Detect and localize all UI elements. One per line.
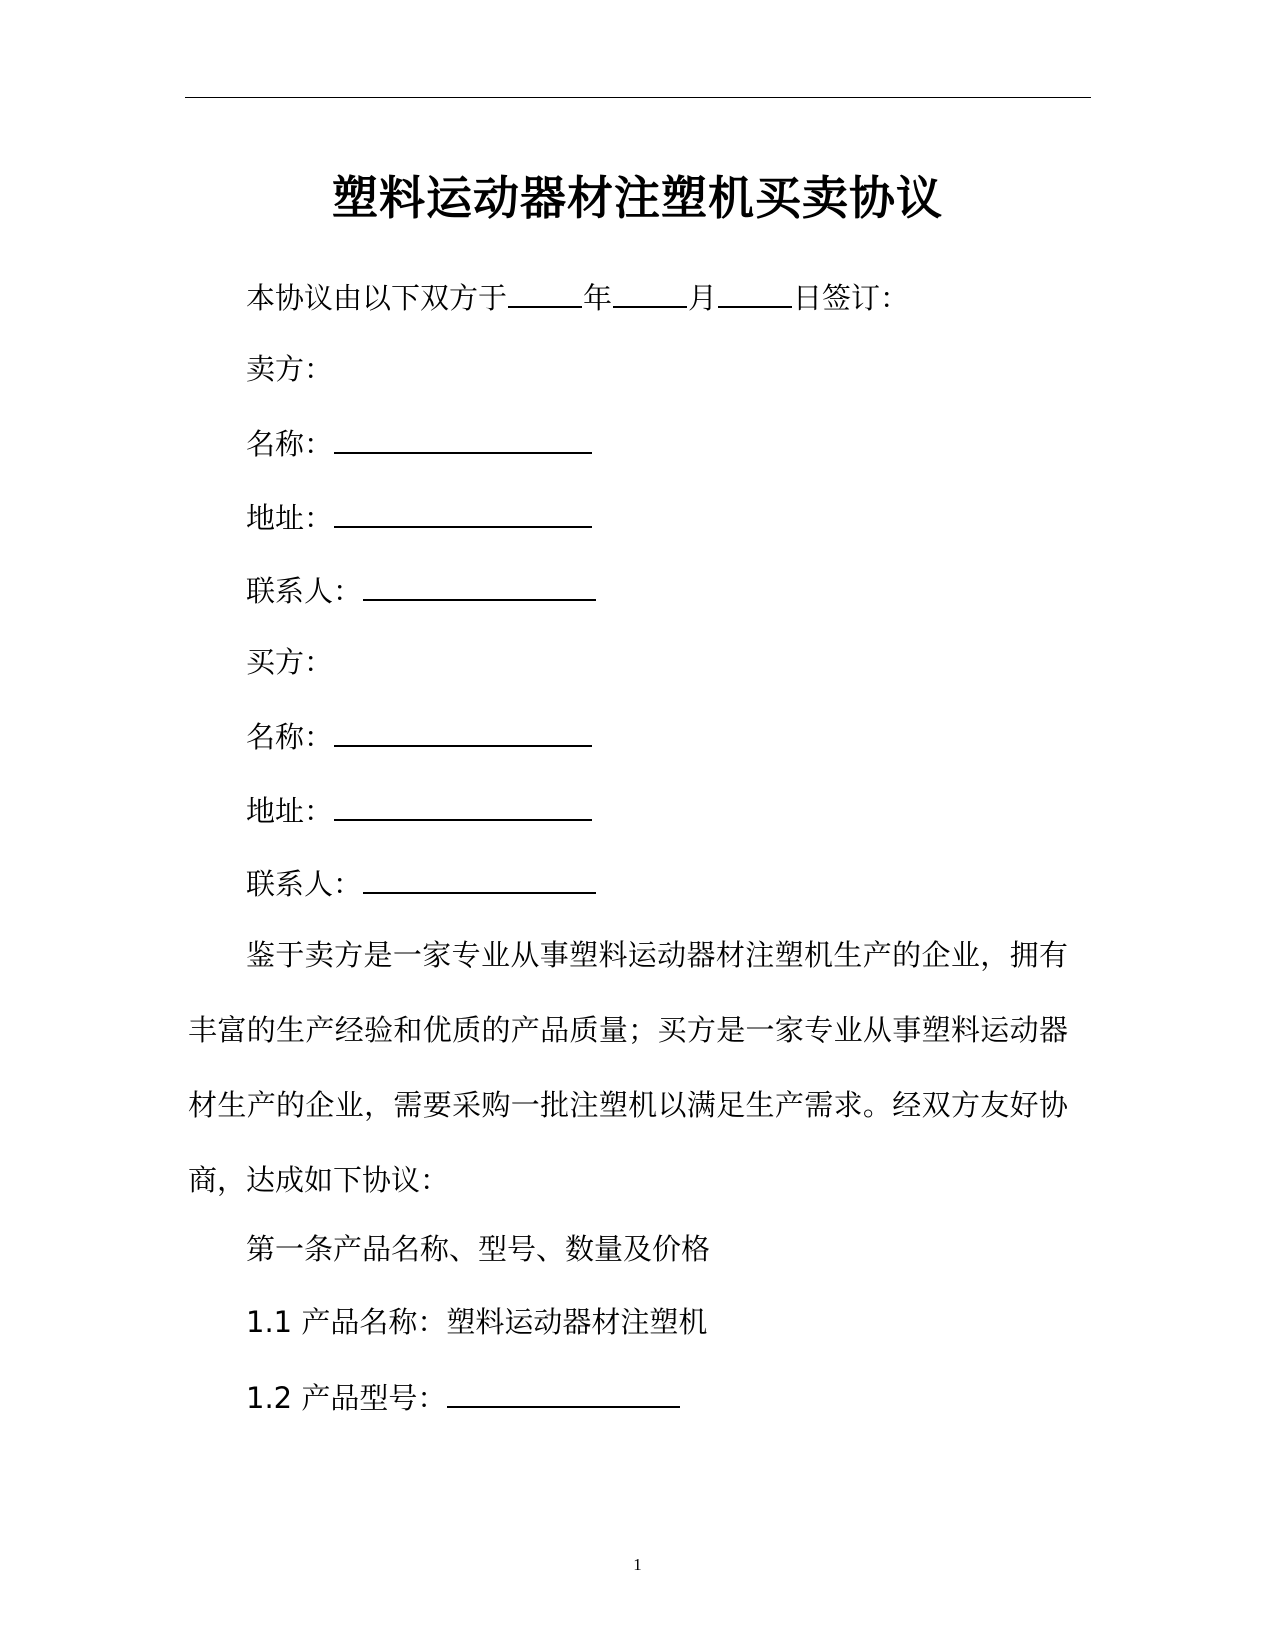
- intro-prefix: 本协议由以下双方于: [246, 281, 508, 315]
- seller-heading: 卖方：: [246, 352, 334, 386]
- buyer-address-line: [246, 789, 593, 831]
- buyer-address-blank[interactable]: [334, 789, 592, 821]
- header-rule: [185, 97, 1091, 98]
- seller-name-label: 名称：: [246, 427, 334, 461]
- year-blank[interactable]: [508, 276, 582, 308]
- buyer-contact-blank[interactable]: [363, 862, 596, 894]
- preamble-paragraph: 鉴于卖方是一家专业从事塑料运动器材注塑机生产的企业，拥有丰富的生产经验和优质的产品质量；买方是一家专业从事塑料运动器材生产的企业，需要采购一批注塑机以满足生产需求。经双方友好协商，达成如下协议：: [188, 938, 1068, 1197]
- seller-contact-line: [246, 569, 597, 611]
- buyer-heading: 买方：: [246, 645, 334, 679]
- buyer-contact-line: [246, 862, 597, 904]
- day-blank[interactable]: [718, 276, 792, 308]
- buyer-contact-label: 联系人：: [246, 867, 363, 901]
- year-label: 年: [583, 281, 613, 315]
- item-1-2-label: 1.2 产品型号：: [246, 1381, 447, 1415]
- buyer-name-label: 名称：: [246, 720, 334, 754]
- seller-contact-blank[interactable]: [363, 569, 596, 601]
- seller-name-line: [246, 422, 593, 464]
- buyer-name-line: [246, 715, 593, 757]
- seller-address-line: [246, 496, 593, 538]
- item-1-2-line: [246, 1376, 681, 1418]
- buyer-name-blank[interactable]: [334, 715, 592, 747]
- month-label: 月: [688, 281, 718, 315]
- article-1-heading: 第一条产品名称、型号、数量及价格: [246, 1232, 711, 1266]
- day-label: 日签订：: [793, 281, 910, 315]
- document-title: 塑料运动器材注塑机买卖协议: [332, 171, 943, 225]
- seller-address-label: 地址：: [246, 501, 334, 535]
- month-blank[interactable]: [613, 276, 687, 308]
- product-model-blank[interactable]: [447, 1376, 680, 1408]
- seller-contact-label: 联系人：: [246, 574, 363, 608]
- buyer-address-label: 地址：: [246, 794, 334, 828]
- intro-line: [246, 276, 909, 318]
- page-number: 1: [633, 1555, 642, 1574]
- item-1-1: 1.1 产品名称：塑料运动器材注塑机: [246, 1305, 708, 1339]
- seller-address-blank[interactable]: [334, 496, 592, 528]
- seller-name-blank[interactable]: [334, 422, 592, 454]
